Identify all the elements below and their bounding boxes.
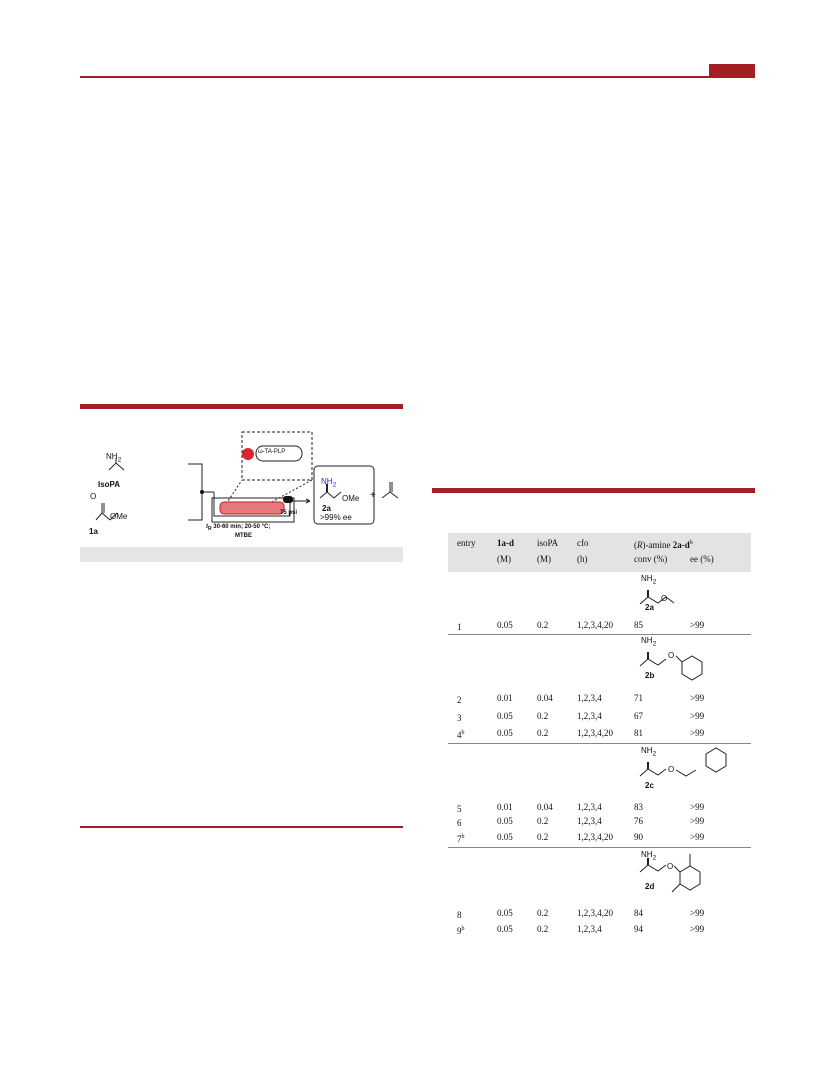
table-row — [448, 924, 751, 936]
structure-2a-nh2-subscript: 2 — [652, 578, 657, 586]
cell-entry-footnote: b — [461, 926, 465, 932]
isopa-nh2-text: NH — [106, 452, 118, 461]
scheme-bottom-rule — [80, 826, 403, 828]
acetone-skeleton — [382, 492, 398, 498]
cell-ee: >99 — [690, 924, 705, 934]
cell-entry — [457, 620, 462, 633]
header-conv: conv (%) — [634, 554, 668, 564]
cell-entry-footnote: b — [461, 834, 465, 840]
structure-2b-skeleton — [640, 659, 666, 666]
structure-2d-nh2-text: NH — [641, 850, 653, 859]
header-page-tab — [709, 64, 755, 77]
conditions-line-1 — [206, 524, 270, 532]
cell-cfo: 1,2,3,4 — [577, 693, 602, 703]
cell-isopa-conc: 0.04 — [537, 802, 553, 812]
cell-entry — [457, 728, 465, 741]
header-isopa: isoPA — [537, 538, 559, 548]
ketone-chain — [110, 513, 117, 520]
cell-entry — [457, 816, 462, 829]
structure-2d-methyl-bottom — [672, 884, 680, 892]
header-amine-paren: ( — [634, 540, 637, 550]
cell-substrate-conc: 0.05 — [497, 711, 513, 721]
structure-2b-nh2-text: NH — [641, 636, 653, 645]
header-amine-text: )-amine — [642, 540, 673, 550]
cell-cfo: 1,2,3,4 — [577, 802, 602, 812]
ketone-oxygen: O — [90, 492, 97, 501]
product-label: 2a — [322, 504, 331, 513]
cell-entry-text: 3 — [457, 713, 462, 723]
header-amine-compounds: 2a-d — [672, 540, 690, 550]
cell-entry — [457, 908, 462, 921]
structure-2d-skeleton — [640, 865, 666, 872]
isopa-label: IsoPA — [98, 480, 121, 489]
structure-2b-ring — [682, 656, 702, 680]
structure-2b-o: O — [668, 651, 675, 660]
table-row — [448, 832, 751, 844]
header-isopa-unit: (M) — [537, 554, 551, 564]
bead-icon — [242, 448, 254, 460]
cell-entry-text: 4 — [457, 730, 462, 740]
cell-substrate-conc: 0.05 — [497, 908, 513, 918]
isopa-skeleton — [109, 463, 124, 470]
header-cfo-unit: (h) — [577, 554, 588, 564]
conditions-line-2: MTBE — [235, 533, 252, 539]
header-ee: ee (%) — [690, 554, 714, 564]
structure-2b-o-bond — [676, 656, 682, 662]
cell-substrate-conc: 0.01 — [497, 693, 513, 703]
cell-substrate-conc: 0.05 — [497, 816, 513, 826]
cell-entry-text: 7 — [457, 834, 462, 844]
cell-entry-text: 5 — [457, 804, 462, 814]
cell-cfo: 1,2,3,4,20 — [577, 620, 613, 630]
cell-cfo: 1,2,3,4 — [577, 711, 602, 721]
structure-2d-nh2-subscript: 2 — [652, 854, 657, 862]
scheme-caption-bar — [80, 547, 403, 562]
cell-ee: >99 — [690, 832, 705, 842]
cell-conv: 94 — [634, 924, 643, 934]
product-nh2-text: NH — [321, 477, 333, 486]
structure-2c-skeleton — [640, 769, 666, 776]
table-row — [448, 908, 751, 920]
cell-entry — [457, 711, 462, 724]
structure-2d-ring — [680, 866, 700, 890]
row-separator-2c — [448, 743, 751, 744]
cell-conv: 83 — [634, 802, 643, 812]
header-amine-footnote: b — [689, 540, 693, 546]
structure-2a-nh2-text: NH — [641, 574, 653, 583]
product-skeleton — [320, 492, 341, 498]
cell-isopa-conc: 0.2 — [537, 728, 549, 738]
cell-ee: >99 — [690, 802, 705, 812]
cell-isopa-conc: 0.2 — [537, 816, 549, 826]
header-substrate-unit: (M) — [497, 554, 511, 564]
table-row — [448, 816, 751, 828]
cell-entry-text: 9 — [457, 926, 462, 936]
structure-2d-nh2 — [641, 850, 656, 862]
structure-2d-o: O — [667, 862, 674, 871]
cell-ee: >99 — [690, 620, 705, 630]
cell-isopa-conc: 0.2 — [537, 924, 549, 934]
product-nh2 — [321, 477, 336, 489]
table-row — [448, 728, 751, 740]
plus-sign: + — [370, 490, 376, 501]
structure-2c-nh2-text: NH — [641, 746, 653, 755]
isopa-nh2-subscript: 2 — [117, 456, 122, 464]
mixing-point — [200, 490, 204, 494]
product-ome: OMe — [342, 494, 360, 503]
cell-ee: >99 — [690, 728, 705, 738]
header-amine-r: R — [637, 540, 643, 550]
cell-ee: >99 — [690, 693, 705, 703]
cell-isopa-conc: 0.2 — [537, 711, 549, 721]
cell-isopa-conc: 0.04 — [537, 693, 553, 703]
table-row — [448, 693, 751, 705]
structure-2b-nh2-subscript: 2 — [652, 640, 657, 648]
cell-entry-text: 1 — [457, 622, 462, 632]
structure-2a-label: 2a — [645, 603, 654, 612]
ketone-label: 1a — [89, 527, 98, 536]
header-cfo: cfo — [577, 538, 589, 548]
cell-isopa-conc: 0.2 — [537, 908, 549, 918]
cell-entry-text: 2 — [457, 695, 462, 705]
cell-entry — [457, 832, 465, 845]
cell-substrate-conc: 0.05 — [497, 832, 513, 842]
cell-conv: 90 — [634, 832, 643, 842]
cell-ee: >99 — [690, 816, 705, 826]
cell-entry — [457, 802, 462, 815]
structure-2b-label: 2b — [645, 671, 655, 680]
enzyme-label: ω-TA-PLP — [258, 449, 286, 455]
structure-2c-nh2-subscript: 2 — [652, 750, 657, 758]
cell-isopa-conc: 0.2 — [537, 620, 549, 630]
cell-cfo: 1,2,3,4 — [577, 924, 602, 934]
conditions-t-subscript: R — [208, 526, 212, 533]
back-pressure-regulator — [283, 496, 293, 503]
reactor-bracket — [188, 464, 202, 520]
cell-conv: 71 — [634, 693, 643, 703]
header-rule — [80, 76, 755, 78]
cell-conv: 81 — [634, 728, 643, 738]
cell-substrate-conc: 0.05 — [497, 924, 513, 934]
cell-cfo: 1,2,3,4 — [577, 816, 602, 826]
cell-cfo: 1,2,3,4,20 — [577, 832, 613, 842]
cell-substrate-conc: 0.05 — [497, 728, 513, 738]
table-header-background — [448, 533, 751, 572]
cell-conv: 76 — [634, 816, 643, 826]
cell-entry-footnote: b — [461, 730, 465, 736]
cell-entry — [457, 693, 462, 706]
structure-2c-ring — [706, 748, 726, 772]
inset-line-left — [226, 480, 242, 504]
table-row — [448, 620, 751, 632]
cell-conv: 85 — [634, 620, 643, 630]
ketone-skeleton — [96, 513, 110, 520]
cell-conv: 67 — [634, 711, 643, 721]
structure-2a-nh2 — [641, 574, 656, 586]
table-row — [448, 802, 751, 814]
structure-2d-o-bond — [674, 866, 680, 872]
pressure-label: 75 psi — [280, 510, 298, 516]
structure-2c-chain — [676, 770, 696, 776]
cell-entry — [457, 924, 465, 937]
conditions-t: t — [206, 524, 208, 530]
product-nh2-subscript: 2 — [332, 481, 337, 489]
structure-2d-label: 2d — [645, 882, 655, 891]
structure-2c-o: O — [668, 765, 675, 774]
row-separator-2b — [448, 634, 751, 635]
cell-entry-text: 8 — [457, 910, 462, 920]
ketone-ome: OMe — [110, 512, 128, 521]
structure-2c-label: 2c — [645, 781, 654, 790]
cell-entry-text: 6 — [457, 818, 462, 828]
header-substrate: 1a-d — [497, 538, 515, 548]
cell-cfo: 1,2,3,4,20 — [577, 908, 613, 918]
cell-substrate-conc: 0.01 — [497, 802, 513, 812]
structure-2b-nh2 — [641, 636, 656, 648]
cell-isopa-conc: 0.2 — [537, 832, 549, 842]
cell-conv: 84 — [634, 908, 643, 918]
cell-ee: >99 — [690, 711, 705, 721]
conditions-line-1-text: 30-60 min; 20-50 °C; — [211, 524, 271, 530]
cell-substrate-conc: 0.05 — [497, 620, 513, 630]
cell-ee: >99 — [690, 908, 705, 918]
packed-column — [220, 502, 284, 514]
structure-2a-o: O — [661, 594, 668, 603]
structure-2c-nh2 — [641, 746, 656, 758]
header-amine — [634, 538, 693, 551]
scheme-top-bar — [80, 404, 403, 409]
cell-cfo: 1,2,3,4,20 — [577, 728, 613, 738]
table-top-bar — [432, 488, 755, 493]
header-entry: entry — [457, 538, 476, 548]
product-ee: >99% ee — [320, 513, 352, 522]
row-separator-2d — [448, 847, 751, 848]
table-row — [448, 711, 751, 723]
